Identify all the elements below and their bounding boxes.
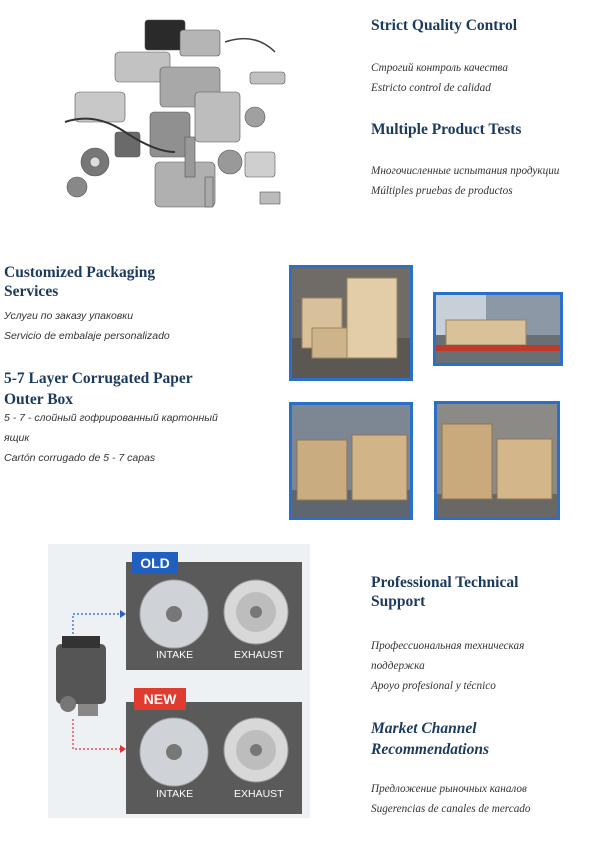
camshaft-comparison-graphic xyxy=(48,544,310,818)
old-exhaust-label: EXHAUST xyxy=(234,649,284,661)
tests-line-ru: Многочисленные испытания продукции xyxy=(371,165,560,177)
packaging-title xyxy=(4,263,155,301)
market-line-ru: Предложение рыночных каналов xyxy=(371,783,527,795)
support-title xyxy=(371,573,518,611)
support-line-ru-2: поддержка xyxy=(371,660,425,672)
tests-title: Multiple Product Tests xyxy=(371,121,522,138)
quality-line-es: Estricto control de calidad xyxy=(371,82,491,94)
market-title xyxy=(371,718,489,760)
truck-loading-photo xyxy=(433,292,563,366)
market-line-es: Sugerencias de canales de mercado xyxy=(371,803,531,815)
support-line-es: Apoyo profesional y técnico xyxy=(371,680,496,692)
warehouse-photo-crates xyxy=(289,265,413,381)
box-title xyxy=(4,368,193,410)
quality-title: Strict Quality Control xyxy=(371,17,518,34)
support-title-line2: Support xyxy=(371,593,426,610)
old-badge: OLD xyxy=(132,552,178,574)
boxes-pallet-photo-2 xyxy=(434,401,560,520)
support-title-line1: Professional Technical xyxy=(371,574,519,591)
tests-line-es: Múltiples pruebas de productos xyxy=(371,185,513,197)
new-intake-label: INTAKE xyxy=(156,788,194,800)
engine-parts-image xyxy=(55,12,295,222)
old-intake-label: INTAKE xyxy=(156,649,194,661)
boxes-pallet-photo-1 xyxy=(289,402,413,520)
box-line-ru-1: 5 - 7 - слойный гофрированный картонный xyxy=(4,412,218,424)
packaging-title-line2: Services xyxy=(4,283,59,300)
support-line-ru-1: Профессиональная техническая xyxy=(371,640,525,652)
box-title-line2: Outer Box xyxy=(4,391,74,408)
market-title-line1: Market Channel xyxy=(371,720,477,737)
packaging-title-line1: Customized Packaging xyxy=(4,264,156,281)
box-title-line1: 5-7 Layer Corrugated Paper xyxy=(4,370,193,387)
box-line-es: Cartón corrugado de 5 - 7 capas xyxy=(4,452,156,464)
packaging-line-es: Servicio de embalaje personalizado xyxy=(4,330,170,342)
market-title-line2: Recommendations xyxy=(371,741,489,758)
box-line-ru-2: ящик xyxy=(4,432,30,444)
engine-icon xyxy=(56,636,106,716)
packaging-line-ru: Услуги по заказу упаковки xyxy=(4,310,134,322)
new-badge: NEW xyxy=(134,688,186,710)
new-exhaust-label: EXHAUST xyxy=(234,788,284,800)
quality-line-ru: Строгий контроль качества xyxy=(371,62,508,74)
